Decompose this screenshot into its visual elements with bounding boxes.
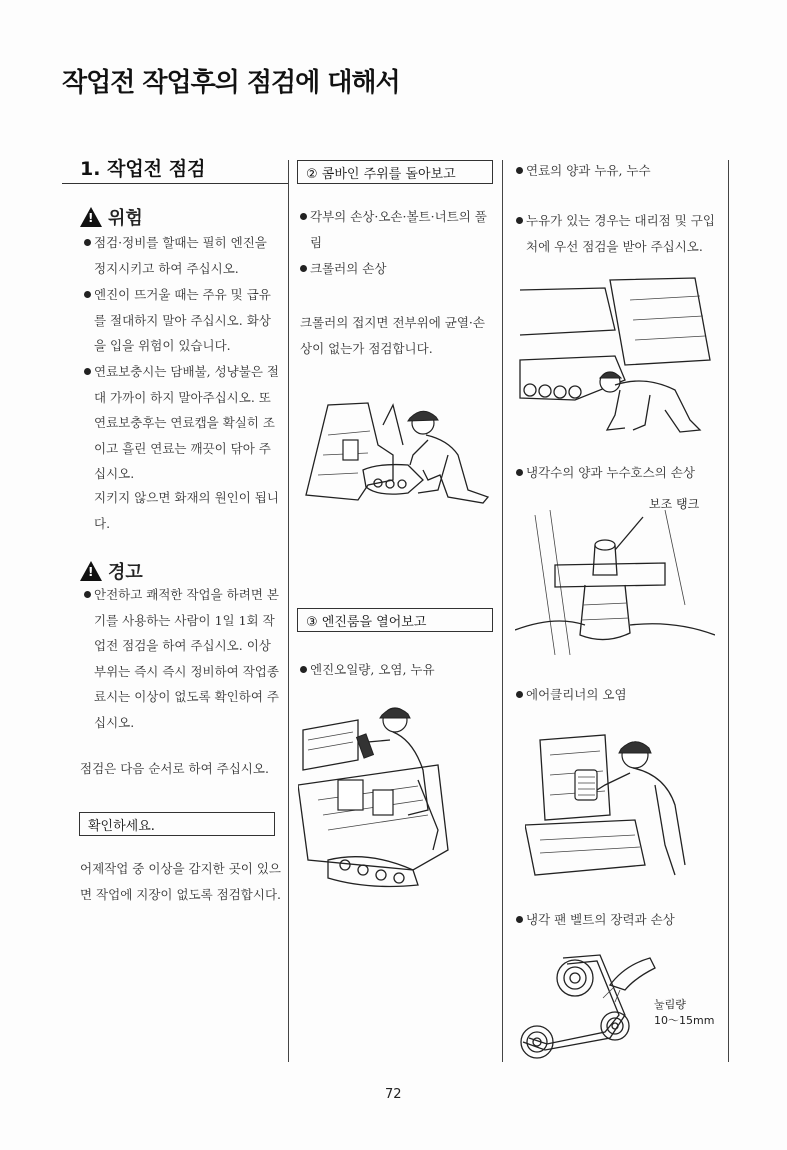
bullet-icon	[84, 368, 91, 375]
page-number: 72	[385, 1087, 402, 1102]
bullet-icon	[300, 213, 307, 220]
bullet-icon	[516, 217, 523, 224]
section3-label: ③ 엔진룸을 열어보고	[297, 608, 493, 632]
warning-heading	[80, 558, 143, 584]
coolant-tank-illustration	[515, 505, 715, 665]
warning-item: 안전하고 쾌적한 작업을 하려면 본기를 사용하는 사람이 1일 1회 작업전 점검을 하여 주십시오. 이상 부위는 즉시 즉시 정비하여 작업종료시는 이상이 없도록 확인하여 주십시오.	[84, 582, 280, 735]
danger-item: 엔진이 뜨거울 때는 주유 및 급유를 절대하지 말아 주십시오. 화상을 입을 위험이 있습니다.	[84, 282, 280, 359]
section-heading: 1. 작업전 점검	[80, 158, 206, 180]
bullet-icon	[300, 265, 307, 272]
air-cleaner-illustration	[525, 725, 715, 885]
heading-underline	[62, 183, 288, 184]
divider-left	[288, 160, 289, 1062]
bullet-icon	[516, 469, 523, 476]
danger-item: 연료보충시는 담배불, 성냥불은 절대 가까이 하지 말아주십시오. 또 연료보충후는 연료캡을 확실히 조이고 흘린 연료는 깨끗이 닦아 주십시오.	[84, 359, 280, 487]
section2-item: 각부의 손상·오손·볼트·너트의 풀림	[300, 204, 496, 255]
bullet-icon	[84, 239, 91, 246]
warning-triangle-icon: !	[80, 207, 102, 227]
col3-item: 냉각 팬 벨트의 장력과 손상	[516, 907, 716, 933]
belt-label-deflection: 눌림량	[654, 998, 686, 1011]
confirm-text: 어제작업 중 이상을 감지한 곳이 있으면 작업에 지장이 없도록 점검합시다.	[80, 861, 281, 902]
danger-note: 지키지 않으면 화재의 원인이 됩니다.	[94, 490, 279, 531]
crawler-inspection-illustration	[298, 385, 498, 515]
warning-triangle-icon: !	[80, 561, 102, 581]
col3-item: 연료의 양과 누유, 누수	[516, 158, 716, 184]
bullet-icon	[84, 291, 91, 298]
order-text: 점검은 다음 순서로 하여 주십시오.	[80, 761, 269, 776]
page-title: 작업전 작업후의 점검에 대해서	[62, 68, 400, 98]
underside-inspection-illustration	[515, 270, 715, 440]
danger-title: 위험	[108, 208, 143, 229]
warning-title: 경고	[108, 562, 143, 583]
divider-mid	[502, 160, 503, 1062]
bullet-icon	[516, 167, 523, 174]
section2-label: ② 콤바인 주위를 돌아보고	[297, 160, 493, 184]
col3-item: 누유가 있는 경우는 대리점 및 구입처에 우선 점검을 받아 주십시오.	[516, 208, 716, 259]
bullet-icon	[516, 916, 523, 923]
bullet-icon	[516, 691, 523, 698]
col3-item: 에어클리너의 오염	[516, 682, 716, 708]
section2-text: 크롤러의 접지면 전부위에 균열·손상이 없는가 점검합니다.	[300, 315, 485, 356]
section2-item: 크롤러의 손상	[300, 256, 496, 282]
belt-label-range: 10～15mm	[654, 1014, 715, 1027]
danger-item: 점검·정비를 할때는 필히 엔진을 정지시키고 하여 주십시오.	[84, 230, 280, 281]
confirm-label: 확인하세요.	[79, 812, 275, 836]
divider-right	[728, 160, 729, 1062]
danger-heading	[80, 204, 143, 230]
col3-item: 냉각수의 양과 누수호스의 손상	[516, 460, 716, 486]
tank-label: 보조 탱크	[649, 497, 700, 511]
engine-room-illustration	[298, 700, 498, 895]
bullet-icon	[84, 591, 91, 598]
bullet-icon	[300, 666, 307, 673]
section3-item: 엔진오일량, 오염, 누유	[300, 657, 496, 683]
